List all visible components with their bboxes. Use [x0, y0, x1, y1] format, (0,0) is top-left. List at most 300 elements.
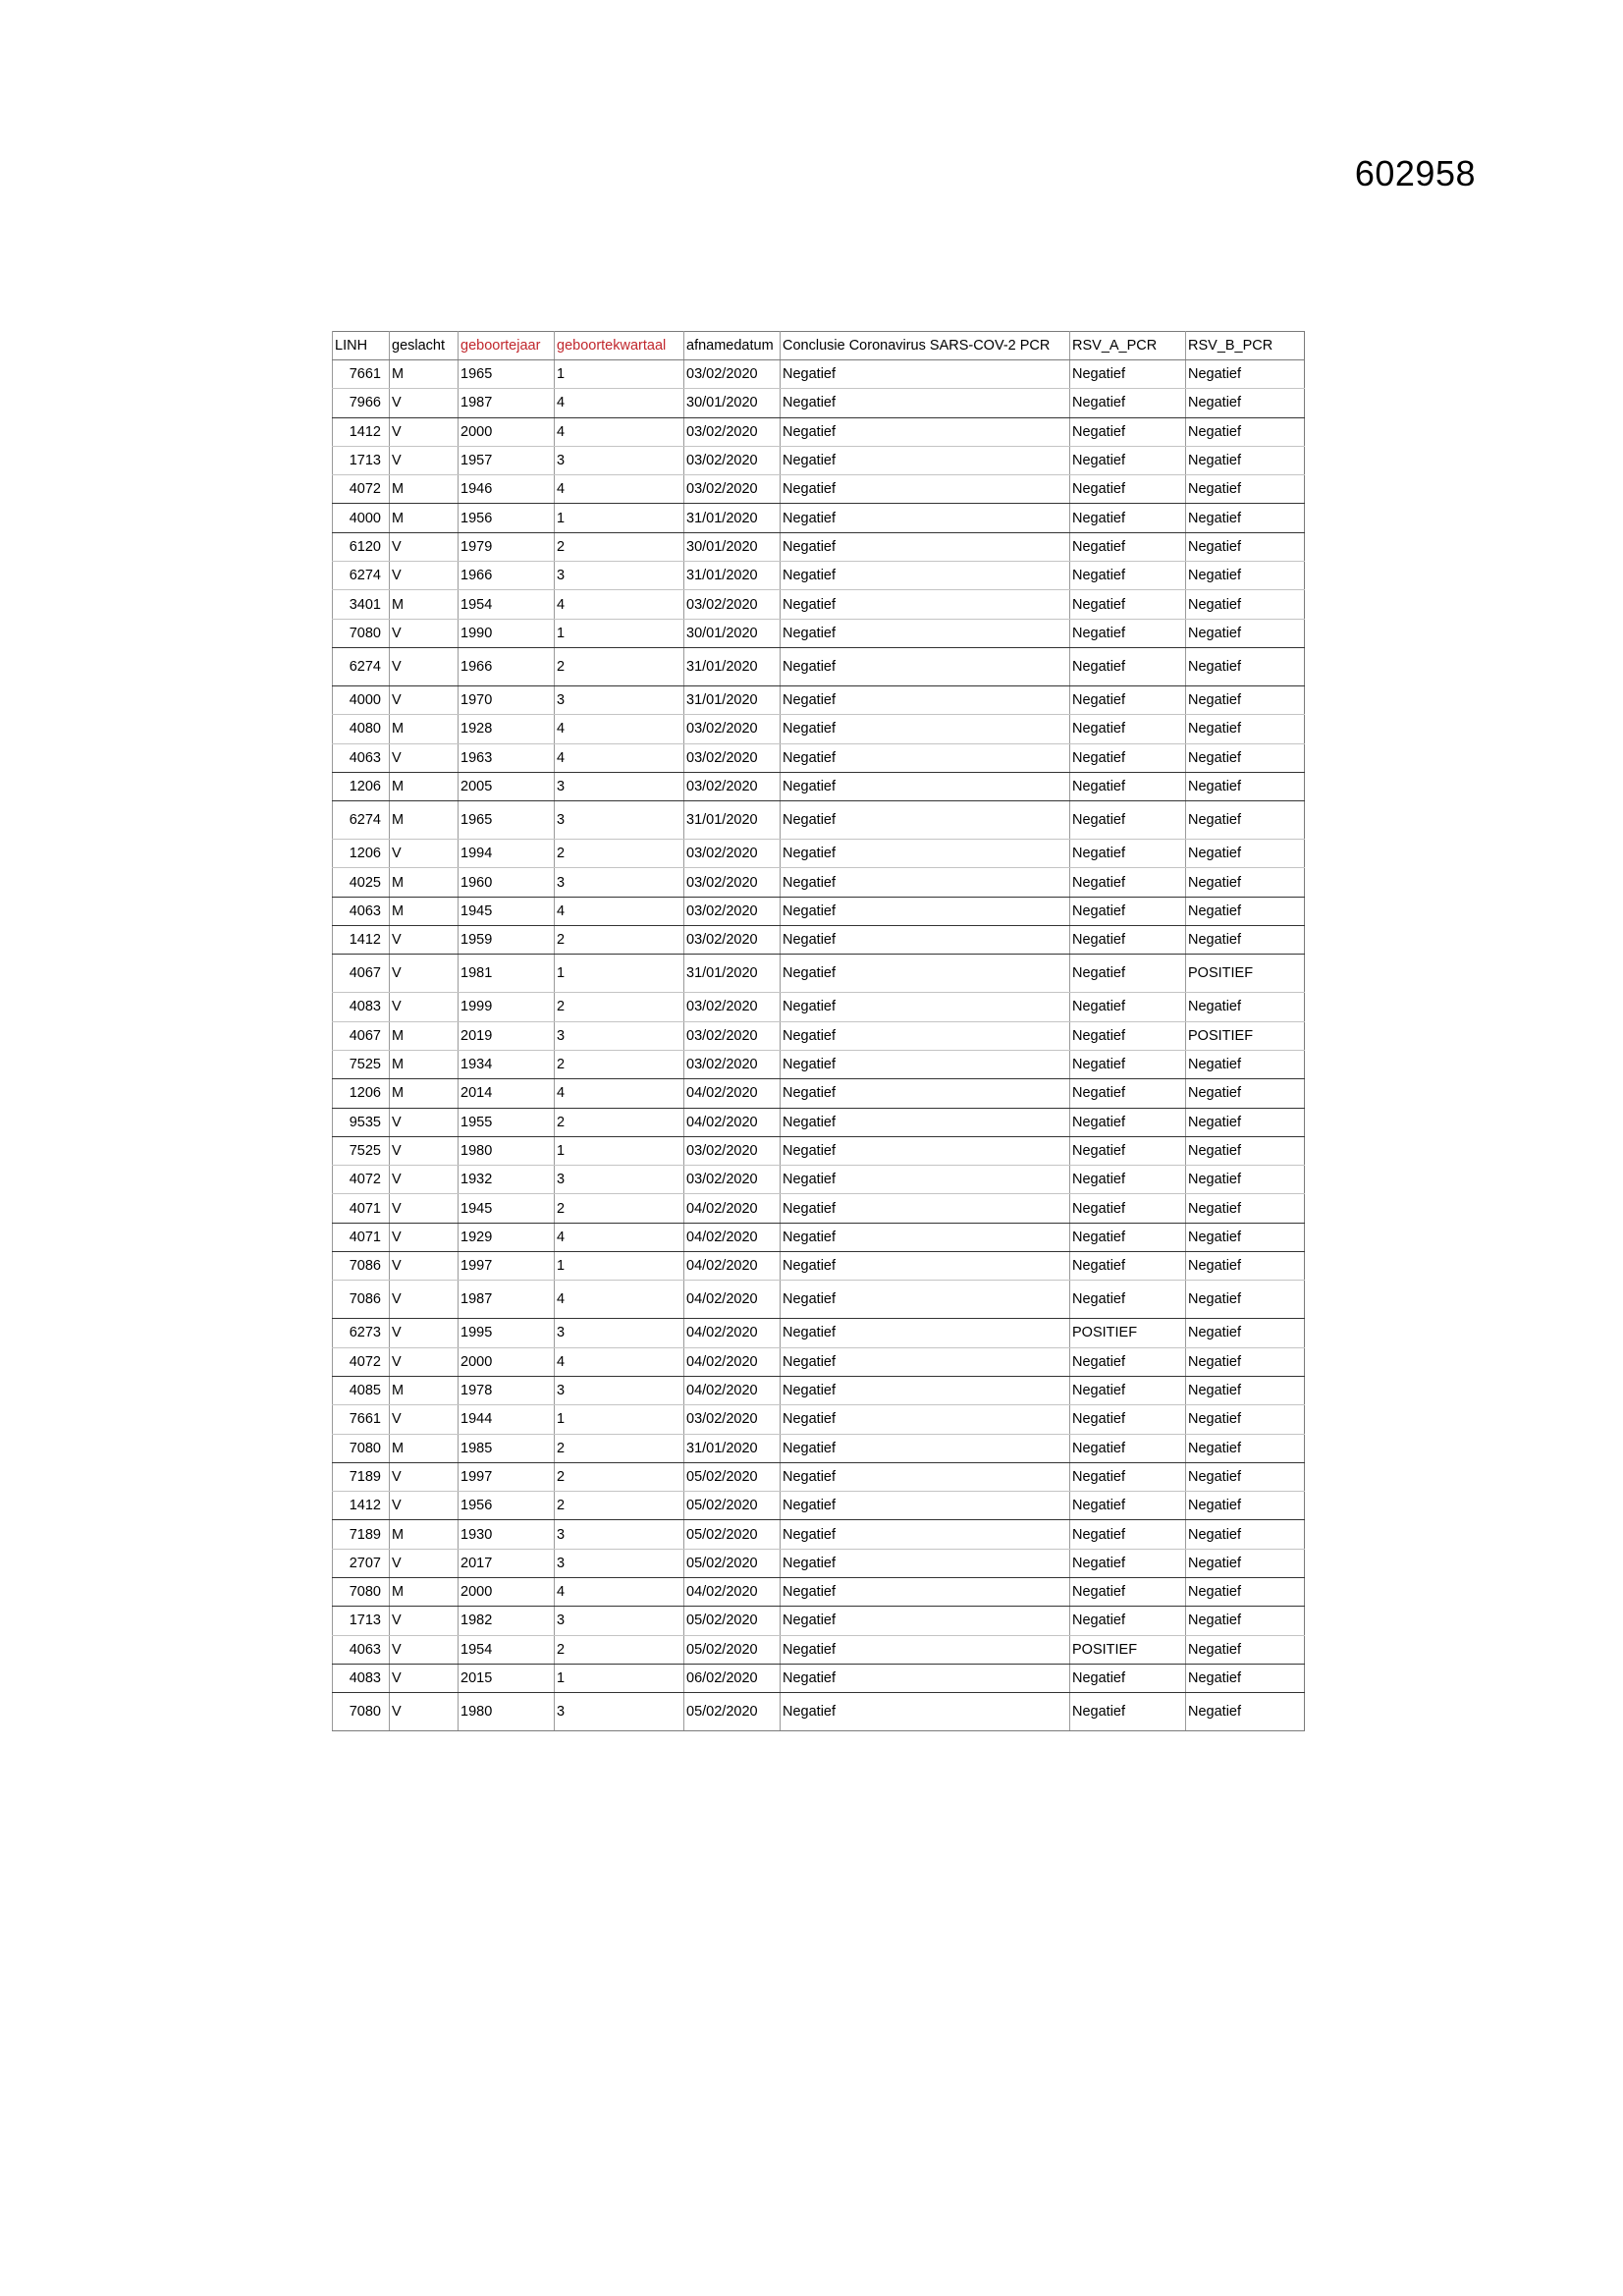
cell-rsv-a: Negatief — [1070, 532, 1186, 561]
cell-conclusie: Negatief — [781, 1664, 1070, 1692]
cell-rsv-b: Negatief — [1186, 532, 1305, 561]
cell-geboortejaar: 1930 — [459, 1520, 555, 1549]
cell-linh: 1713 — [333, 1607, 390, 1635]
cell-rsv-a: Negatief — [1070, 475, 1186, 504]
cell-geslacht: V — [390, 955, 459, 993]
cell-geboortejaar: 1995 — [459, 1319, 555, 1347]
cell-rsv-a: Negatief — [1070, 1405, 1186, 1434]
cell-rsv-b: Negatief — [1186, 1492, 1305, 1520]
cell-conclusie: Negatief — [781, 743, 1070, 772]
cell-conclusie: Negatief — [781, 1577, 1070, 1606]
cell-linh: 4072 — [333, 1347, 390, 1376]
cell-rsv-a: Negatief — [1070, 1693, 1186, 1731]
cell-geboortejaar: 1981 — [459, 955, 555, 993]
cell-rsv-a: Negatief — [1070, 1607, 1186, 1635]
cell-geslacht: M — [390, 1021, 459, 1050]
cell-afnamedatum: 05/02/2020 — [684, 1693, 781, 1731]
cell-geboortejaar: 1944 — [459, 1405, 555, 1434]
cell-conclusie: Negatief — [781, 955, 1070, 993]
header-rsv-a-pcr: RSV_A_PCR — [1070, 332, 1186, 360]
cell-geslacht: M — [390, 1434, 459, 1462]
table-row — [333, 1050, 1305, 1078]
cell-geboortekwartaal: 3 — [555, 1319, 684, 1347]
cell-geslacht: V — [390, 743, 459, 772]
cell-afnamedatum: 04/02/2020 — [684, 1108, 781, 1136]
cell-geboortekwartaal: 1 — [555, 1405, 684, 1434]
table-row — [333, 389, 1305, 417]
cell-geboortejaar: 1945 — [459, 1194, 555, 1223]
cell-afnamedatum: 04/02/2020 — [684, 1223, 781, 1251]
table-row — [333, 993, 1305, 1021]
cell-conclusie: Negatief — [781, 1079, 1070, 1108]
cell-afnamedatum: 31/01/2020 — [684, 504, 781, 532]
table-row — [333, 772, 1305, 800]
cell-conclusie: Negatief — [781, 1319, 1070, 1347]
cell-geboortekwartaal: 2 — [555, 1635, 684, 1664]
cell-geboortekwartaal: 3 — [555, 1166, 684, 1194]
cell-geboortekwartaal: 2 — [555, 1462, 684, 1491]
cell-linh: 4067 — [333, 955, 390, 993]
cell-linh: 4071 — [333, 1223, 390, 1251]
cell-geboortejaar: 1932 — [459, 1166, 555, 1194]
cell-linh: 7525 — [333, 1050, 390, 1078]
cell-geboortejaar: 2017 — [459, 1549, 555, 1577]
cell-rsv-a: Negatief — [1070, 772, 1186, 800]
cell-afnamedatum: 03/02/2020 — [684, 475, 781, 504]
cell-geboortekwartaal: 3 — [555, 685, 684, 714]
cell-rsv-b: Negatief — [1186, 1108, 1305, 1136]
table-row — [333, 532, 1305, 561]
cell-geboortekwartaal: 3 — [555, 562, 684, 590]
cell-rsv-b: Negatief — [1186, 993, 1305, 1021]
cell-linh: 1412 — [333, 417, 390, 446]
cell-geboortekwartaal: 2 — [555, 1194, 684, 1223]
table-row — [333, 1434, 1305, 1462]
cell-geboortekwartaal: 1 — [555, 1664, 684, 1692]
cell-linh: 7661 — [333, 1405, 390, 1434]
cell-rsv-a: Negatief — [1070, 417, 1186, 446]
cell-conclusie: Negatief — [781, 360, 1070, 389]
cell-conclusie: Negatief — [781, 619, 1070, 647]
cell-geboortekwartaal: 1 — [555, 360, 684, 389]
cell-geboortekwartaal: 4 — [555, 1281, 684, 1319]
cell-linh: 4085 — [333, 1376, 390, 1404]
cell-conclusie: Negatief — [781, 1252, 1070, 1281]
table-row — [333, 1577, 1305, 1606]
cell-afnamedatum: 05/02/2020 — [684, 1462, 781, 1491]
cell-conclusie: Negatief — [781, 1434, 1070, 1462]
cell-geboortejaar: 1979 — [459, 532, 555, 561]
cell-geboortekwartaal: 2 — [555, 1492, 684, 1520]
cell-geboortekwartaal: 3 — [555, 1549, 684, 1577]
cell-conclusie: Negatief — [781, 1635, 1070, 1664]
table-row — [333, 1635, 1305, 1664]
table-row — [333, 897, 1305, 925]
header-conclusie-sars-cov-2: Conclusie Coronavirus SARS-COV-2 PCR — [781, 332, 1070, 360]
cell-conclusie: Negatief — [781, 772, 1070, 800]
cell-conclusie: Negatief — [781, 801, 1070, 840]
cell-geslacht: M — [390, 801, 459, 840]
cell-rsv-b: Negatief — [1186, 715, 1305, 743]
cell-afnamedatum: 04/02/2020 — [684, 1281, 781, 1319]
cell-linh: 2707 — [333, 1549, 390, 1577]
cell-geboortejaar: 2015 — [459, 1664, 555, 1692]
cell-afnamedatum: 03/02/2020 — [684, 590, 781, 619]
table-row — [333, 1405, 1305, 1434]
cell-geslacht: V — [390, 562, 459, 590]
cell-conclusie: Negatief — [781, 1166, 1070, 1194]
cell-conclusie: Negatief — [781, 897, 1070, 925]
cell-conclusie: Negatief — [781, 532, 1070, 561]
cell-linh: 4083 — [333, 993, 390, 1021]
header-rsv-b-pcr: RSV_B_PCR — [1186, 332, 1305, 360]
cell-geslacht: V — [390, 446, 459, 474]
cell-afnamedatum: 03/02/2020 — [684, 1136, 781, 1165]
cell-geboortekwartaal: 3 — [555, 801, 684, 840]
cell-rsv-a: Negatief — [1070, 1492, 1186, 1520]
cell-linh: 7966 — [333, 389, 390, 417]
cell-rsv-b: Negatief — [1186, 475, 1305, 504]
cell-geslacht: V — [390, 647, 459, 685]
cell-geboortekwartaal: 2 — [555, 1434, 684, 1462]
cell-geboortejaar: 1963 — [459, 743, 555, 772]
cell-linh: 6273 — [333, 1319, 390, 1347]
cell-geboortejaar: 1990 — [459, 619, 555, 647]
cell-afnamedatum: 04/02/2020 — [684, 1194, 781, 1223]
cell-geboortejaar: 1994 — [459, 840, 555, 868]
cell-geboortekwartaal: 3 — [555, 772, 684, 800]
cell-geboortejaar: 2000 — [459, 417, 555, 446]
cell-geboortejaar: 2019 — [459, 1021, 555, 1050]
cell-rsv-a: Negatief — [1070, 1281, 1186, 1319]
cell-afnamedatum: 03/02/2020 — [684, 446, 781, 474]
cell-geboortejaar: 1945 — [459, 897, 555, 925]
cell-rsv-a: Negatief — [1070, 715, 1186, 743]
cell-geslacht: V — [390, 1319, 459, 1347]
cell-geboortekwartaal: 4 — [555, 1079, 684, 1108]
cell-rsv-b: Negatief — [1186, 1549, 1305, 1577]
cell-linh: 4000 — [333, 504, 390, 532]
cell-geslacht: M — [390, 360, 459, 389]
cell-geboortekwartaal: 4 — [555, 897, 684, 925]
cell-afnamedatum: 30/01/2020 — [684, 619, 781, 647]
cell-conclusie: Negatief — [781, 1693, 1070, 1731]
cell-afnamedatum: 04/02/2020 — [684, 1347, 781, 1376]
cell-rsv-b: Negatief — [1186, 685, 1305, 714]
cell-rsv-a: Negatief — [1070, 1021, 1186, 1050]
cell-geboortekwartaal: 3 — [555, 1520, 684, 1549]
table-row — [333, 1664, 1305, 1692]
cell-rsv-b: Negatief — [1186, 562, 1305, 590]
table-row — [333, 1607, 1305, 1635]
cell-geslacht: V — [390, 417, 459, 446]
cell-rsv-b: Negatief — [1186, 926, 1305, 955]
cell-linh: 4025 — [333, 868, 390, 897]
cell-geboortejaar: 1946 — [459, 475, 555, 504]
cell-geboortejaar: 1929 — [459, 1223, 555, 1251]
cell-conclusie: Negatief — [781, 715, 1070, 743]
cell-afnamedatum: 04/02/2020 — [684, 1252, 781, 1281]
cell-geboortejaar: 1980 — [459, 1693, 555, 1731]
cell-geslacht: V — [390, 993, 459, 1021]
cell-rsv-a: Negatief — [1070, 1136, 1186, 1165]
cell-linh: 4063 — [333, 897, 390, 925]
cell-afnamedatum: 05/02/2020 — [684, 1635, 781, 1664]
cell-geboortekwartaal: 3 — [555, 446, 684, 474]
cell-conclusie: Negatief — [781, 1223, 1070, 1251]
table-row — [333, 1492, 1305, 1520]
table-row — [333, 1223, 1305, 1251]
cell-linh: 4083 — [333, 1664, 390, 1692]
cell-afnamedatum: 03/02/2020 — [684, 840, 781, 868]
table-row — [333, 685, 1305, 714]
table-row — [333, 619, 1305, 647]
table-row — [333, 504, 1305, 532]
table-row — [333, 1108, 1305, 1136]
table-row — [333, 926, 1305, 955]
results-table — [332, 331, 1305, 1731]
cell-geboortejaar: 1966 — [459, 562, 555, 590]
cell-geslacht: M — [390, 1079, 459, 1108]
cell-linh: 7525 — [333, 1136, 390, 1165]
cell-rsv-a: POSITIEF — [1070, 1319, 1186, 1347]
cell-geboortekwartaal: 4 — [555, 590, 684, 619]
cell-afnamedatum: 03/02/2020 — [684, 360, 781, 389]
cell-rsv-b: Negatief — [1186, 1405, 1305, 1434]
cell-conclusie: Negatief — [781, 993, 1070, 1021]
header-geslacht: geslacht — [390, 332, 459, 360]
cell-geboortejaar: 1960 — [459, 868, 555, 897]
cell-afnamedatum: 03/02/2020 — [684, 743, 781, 772]
cell-geslacht: M — [390, 715, 459, 743]
cell-geslacht: V — [390, 1664, 459, 1692]
cell-afnamedatum: 04/02/2020 — [684, 1376, 781, 1404]
cell-linh: 6120 — [333, 532, 390, 561]
cell-geslacht: V — [390, 1252, 459, 1281]
cell-conclusie: Negatief — [781, 647, 1070, 685]
cell-rsv-b: Negatief — [1186, 1136, 1305, 1165]
cell-geboortejaar: 2000 — [459, 1347, 555, 1376]
cell-geslacht: V — [390, 532, 459, 561]
cell-geboortejaar: 1997 — [459, 1252, 555, 1281]
cell-geslacht: M — [390, 1376, 459, 1404]
table-row — [333, 1194, 1305, 1223]
cell-rsv-b: Negatief — [1186, 1166, 1305, 1194]
cell-rsv-b: Negatief — [1186, 446, 1305, 474]
cell-rsv-a: Negatief — [1070, 1166, 1186, 1194]
cell-afnamedatum: 30/01/2020 — [684, 532, 781, 561]
table-row — [333, 1376, 1305, 1404]
cell-rsv-a: Negatief — [1070, 840, 1186, 868]
cell-linh: 1412 — [333, 926, 390, 955]
cell-afnamedatum: 05/02/2020 — [684, 1520, 781, 1549]
cell-rsv-a: Negatief — [1070, 955, 1186, 993]
cell-geboortejaar: 1934 — [459, 1050, 555, 1078]
cell-geslacht: M — [390, 868, 459, 897]
cell-geboortekwartaal: 1 — [555, 1136, 684, 1165]
cell-geboortejaar: 1987 — [459, 389, 555, 417]
cell-afnamedatum: 31/01/2020 — [684, 647, 781, 685]
cell-geboortejaar: 1999 — [459, 993, 555, 1021]
cell-rsv-b: Negatief — [1186, 743, 1305, 772]
cell-geboortejaar: 1970 — [459, 685, 555, 714]
cell-geboortekwartaal: 2 — [555, 926, 684, 955]
cell-afnamedatum: 30/01/2020 — [684, 389, 781, 417]
table-row — [333, 1549, 1305, 1577]
table-row — [333, 1166, 1305, 1194]
cell-geboortejaar: 1954 — [459, 590, 555, 619]
cell-afnamedatum: 03/02/2020 — [684, 1021, 781, 1050]
cell-linh: 4080 — [333, 715, 390, 743]
cell-geslacht: V — [390, 685, 459, 714]
header-geboortejaar: geboortejaar — [459, 332, 555, 360]
cell-linh: 7080 — [333, 619, 390, 647]
cell-afnamedatum: 03/02/2020 — [684, 868, 781, 897]
table-row — [333, 475, 1305, 504]
cell-rsv-a: POSITIEF — [1070, 1635, 1186, 1664]
cell-rsv-a: Negatief — [1070, 926, 1186, 955]
table-row — [333, 1347, 1305, 1376]
cell-geboortejaar: 1966 — [459, 647, 555, 685]
table-row — [333, 1462, 1305, 1491]
cell-afnamedatum: 31/01/2020 — [684, 955, 781, 993]
cell-rsv-a: Negatief — [1070, 1376, 1186, 1404]
cell-geboortekwartaal: 3 — [555, 1693, 684, 1731]
cell-afnamedatum: 03/02/2020 — [684, 993, 781, 1021]
cell-conclusie: Negatief — [781, 1136, 1070, 1165]
cell-geboortekwartaal: 4 — [555, 1223, 684, 1251]
cell-geslacht: M — [390, 1577, 459, 1606]
cell-rsv-a: Negatief — [1070, 1520, 1186, 1549]
cell-rsv-a: Negatief — [1070, 685, 1186, 714]
cell-geboortekwartaal: 1 — [555, 955, 684, 993]
cell-linh: 6274 — [333, 647, 390, 685]
table-row — [333, 1520, 1305, 1549]
cell-linh: 7080 — [333, 1434, 390, 1462]
cell-conclusie: Negatief — [781, 590, 1070, 619]
cell-linh: 4072 — [333, 475, 390, 504]
cell-rsv-a: Negatief — [1070, 1079, 1186, 1108]
cell-conclusie: Negatief — [781, 1376, 1070, 1404]
cell-linh: 4063 — [333, 1635, 390, 1664]
cell-afnamedatum: 03/02/2020 — [684, 1166, 781, 1194]
cell-afnamedatum: 31/01/2020 — [684, 685, 781, 714]
cell-geslacht: V — [390, 926, 459, 955]
cell-geboortejaar: 2005 — [459, 772, 555, 800]
cell-rsv-a: Negatief — [1070, 1462, 1186, 1491]
cell-rsv-b: Negatief — [1186, 1194, 1305, 1223]
cell-conclusie: Negatief — [781, 389, 1070, 417]
cell-conclusie: Negatief — [781, 1492, 1070, 1520]
cell-rsv-b: Negatief — [1186, 504, 1305, 532]
cell-geboortekwartaal: 3 — [555, 1607, 684, 1635]
cell-rsv-b: Negatief — [1186, 1079, 1305, 1108]
cell-geslacht: V — [390, 1462, 459, 1491]
cell-rsv-a: Negatief — [1070, 647, 1186, 685]
cell-conclusie: Negatief — [781, 1021, 1070, 1050]
cell-geboortejaar: 1980 — [459, 1136, 555, 1165]
cell-linh: 7086 — [333, 1252, 390, 1281]
cell-geslacht: V — [390, 1492, 459, 1520]
cell-rsv-a: Negatief — [1070, 1664, 1186, 1692]
cell-rsv-a: Negatief — [1070, 993, 1186, 1021]
cell-linh: 7189 — [333, 1520, 390, 1549]
cell-rsv-a: Negatief — [1070, 590, 1186, 619]
table-header-row — [333, 332, 1305, 360]
cell-linh: 7080 — [333, 1577, 390, 1606]
cell-geboortekwartaal: 3 — [555, 1021, 684, 1050]
cell-afnamedatum: 31/01/2020 — [684, 562, 781, 590]
cell-geboortejaar: 1982 — [459, 1607, 555, 1635]
cell-geslacht: V — [390, 1166, 459, 1194]
cell-linh: 4072 — [333, 1166, 390, 1194]
cell-geslacht: M — [390, 772, 459, 800]
cell-geslacht: V — [390, 1108, 459, 1136]
cell-linh: 6274 — [333, 801, 390, 840]
cell-rsv-b: Negatief — [1186, 1252, 1305, 1281]
cell-geboortekwartaal: 4 — [555, 417, 684, 446]
cell-geboortekwartaal: 4 — [555, 743, 684, 772]
cell-rsv-b: Negatief — [1186, 1281, 1305, 1319]
table-row — [333, 1252, 1305, 1281]
table-row — [333, 1021, 1305, 1050]
cell-geslacht: V — [390, 1607, 459, 1635]
cell-afnamedatum: 04/02/2020 — [684, 1079, 781, 1108]
header-linh: LINH — [333, 332, 390, 360]
cell-geboortejaar: 1965 — [459, 801, 555, 840]
cell-afnamedatum: 03/02/2020 — [684, 1405, 781, 1434]
header-geboortekwartaal: geboortekwartaal — [555, 332, 684, 360]
cell-geslacht: V — [390, 1693, 459, 1731]
table-row — [333, 562, 1305, 590]
cell-afnamedatum: 03/02/2020 — [684, 772, 781, 800]
cell-conclusie: Negatief — [781, 446, 1070, 474]
cell-conclusie: Negatief — [781, 475, 1070, 504]
cell-geboortekwartaal: 2 — [555, 1108, 684, 1136]
cell-geboortejaar: 1954 — [459, 1635, 555, 1664]
cell-geboortekwartaal: 4 — [555, 389, 684, 417]
cell-conclusie: Negatief — [781, 840, 1070, 868]
cell-rsv-b: Negatief — [1186, 1376, 1305, 1404]
cell-linh: 7189 — [333, 1462, 390, 1491]
cell-rsv-a: Negatief — [1070, 1252, 1186, 1281]
cell-rsv-b: Negatief — [1186, 897, 1305, 925]
cell-geboortekwartaal: 1 — [555, 1252, 684, 1281]
cell-geslacht: V — [390, 389, 459, 417]
cell-linh: 1713 — [333, 446, 390, 474]
cell-rsv-a: Negatief — [1070, 1347, 1186, 1376]
cell-geslacht: M — [390, 897, 459, 925]
cell-conclusie: Negatief — [781, 1281, 1070, 1319]
cell-geboortekwartaal: 4 — [555, 475, 684, 504]
cell-geslacht: M — [390, 1520, 459, 1549]
cell-geslacht: V — [390, 1347, 459, 1376]
cell-geslacht: M — [390, 475, 459, 504]
cell-rsv-b: Negatief — [1186, 1693, 1305, 1731]
table-row — [333, 868, 1305, 897]
cell-geboortejaar: 2014 — [459, 1079, 555, 1108]
cell-rsv-b: Negatief — [1186, 801, 1305, 840]
cell-afnamedatum: 03/02/2020 — [684, 715, 781, 743]
cell-rsv-b: Negatief — [1186, 868, 1305, 897]
table-row — [333, 1319, 1305, 1347]
cell-conclusie: Negatief — [781, 417, 1070, 446]
cell-afnamedatum: 03/02/2020 — [684, 417, 781, 446]
cell-rsv-b: Negatief — [1186, 590, 1305, 619]
cell-conclusie: Negatief — [781, 1405, 1070, 1434]
cell-linh: 7080 — [333, 1693, 390, 1731]
cell-rsv-b: Negatief — [1186, 772, 1305, 800]
